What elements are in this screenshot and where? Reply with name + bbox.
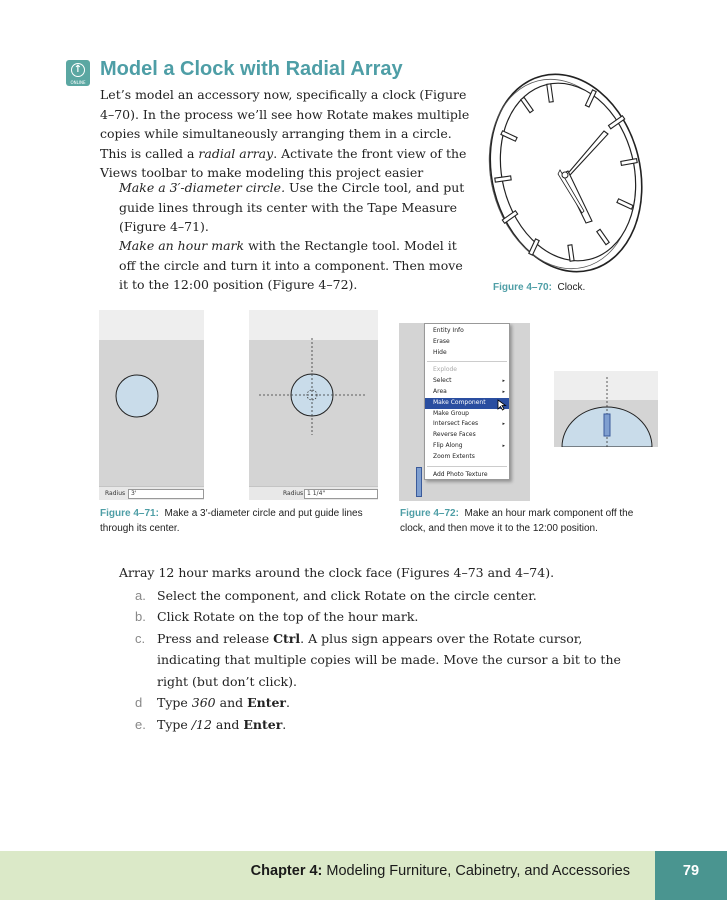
list-item	[119, 714, 649, 736]
menu-item-erase[interactable]: Erase	[433, 337, 450, 345]
intro-text-1: Let’s model an accessory now, specifically a clock (Figure 4–70). In the process we’ll see how Rotate makes multiple copies while simultaneously arranging them in a circle. This is called a	[100, 87, 470, 161]
chapter-title	[251, 851, 630, 892]
hour-mark-component	[604, 414, 610, 436]
list-text: Type	[157, 695, 192, 710]
list-text: .	[282, 716, 287, 732]
chapter-number: Chapter 4:	[250, 863, 323, 879]
drawn-circle	[116, 375, 158, 417]
radius-value-field[interactable]: 1 1/4"	[304, 489, 378, 499]
list-text: and	[215, 695, 248, 710]
figure-4-72-hour-mark-screenshot	[554, 371, 658, 447]
menu-item-label: Flip Along	[433, 441, 463, 449]
array-instructions	[119, 562, 649, 735]
menu-item-label: Area	[433, 387, 447, 395]
list-letter: c.	[135, 630, 146, 646]
menu-item-intersect-faces[interactable]	[425, 419, 509, 430]
list-text: Select the component, and click Rotate on the circle center.	[157, 587, 537, 603]
menu-item-entity-info[interactable]: Entity Info	[433, 327, 464, 334]
menu-item-zoom-extents[interactable]: Zoom Extents	[433, 452, 475, 460]
menu-separator	[427, 466, 507, 467]
key-name: Enter	[243, 716, 283, 732]
intro-paragraph	[100, 85, 475, 183]
menu-item-label: Select	[433, 377, 452, 385]
list-letter: b.	[135, 609, 146, 624]
list-letter: d	[135, 695, 143, 710]
clock-figure	[488, 58, 648, 278]
radius-label: Radius	[283, 490, 304, 497]
arrow-up-icon: ↑	[73, 64, 83, 75]
typed-value: /12	[191, 716, 212, 732]
submenu-arrow-icon: ▸	[502, 388, 505, 395]
figure-label: Figure 4–70:	[493, 282, 552, 293]
page-number: 79	[655, 851, 727, 900]
chapter-name: Modeling Furniture, Cabinetry, and Accessories	[322, 863, 630, 879]
figure-4-70-caption	[493, 280, 585, 295]
list-text: Type	[157, 716, 192, 732]
circle-drawing	[99, 310, 204, 486]
list-letter: a.	[135, 587, 146, 603]
typed-value: 360	[191, 695, 216, 710]
caption-text: Make a 3′-diameter circle and put guide lines through its center.	[100, 508, 363, 534]
step-lead: Make a 3′-diameter circle.	[119, 180, 286, 195]
menu-separator	[427, 361, 507, 362]
list-text: Press and release	[157, 630, 274, 646]
list-item	[119, 585, 649, 607]
step-circle	[119, 178, 469, 237]
list-text: and	[211, 716, 244, 732]
figure-4-71-caption	[100, 506, 375, 536]
measurements-bar	[249, 486, 378, 500]
online-badge	[66, 60, 90, 86]
figure-4-72-caption	[400, 506, 650, 536]
figure-4-72-menu-screenshot	[399, 323, 530, 501]
figure-4-71-circle-screenshot	[99, 310, 204, 500]
figure-label: Figure 4–71:	[100, 508, 159, 519]
menu-item-area[interactable]	[425, 387, 509, 398]
menu-item-explode: Explode	[433, 366, 457, 374]
intro-text-2: . Activate the front view of the Views toolbar to make modeling this project easier	[100, 145, 467, 180]
step-text: Use the Circle tool, and put guide lines through its center with the Tape Measure (Figure 4–71).	[119, 180, 465, 234]
menu-item-make-component[interactable]: Make Component	[425, 398, 509, 409]
menu-item-make-group[interactable]: Make Group	[433, 409, 469, 417]
list-item	[119, 628, 649, 693]
list-item	[119, 692, 649, 714]
submenu-arrow-icon: ▸	[502, 378, 505, 385]
list-letter: e.	[135, 716, 146, 732]
hour-mark-drawing	[554, 371, 658, 447]
menu-item-reverse-faces[interactable]: Reverse Faces	[433, 431, 476, 439]
array-intro: Array 12 hour marks around the clock face (Figures 4–73 and 4–74).	[119, 565, 555, 580]
submenu-arrow-icon: ▸	[502, 421, 505, 428]
step-hour-mark	[119, 236, 469, 295]
intro-term: radial array	[198, 145, 274, 161]
list-text: . A plus sign appears over the Rotate cursor, indicating that multiple copies will be made. Move the cursor a bit to the right (but don’t click).	[157, 630, 621, 689]
caption-text: Make an hour mark component off the clock, and then move it to the 12:00 position.	[400, 508, 634, 534]
radius-value-field[interactable]: 3'	[128, 489, 204, 499]
hour-mark-selected	[416, 467, 422, 497]
figure-label: Figure 4–72:	[400, 508, 459, 519]
list-text: Click Rotate on the top of the hour mark.	[157, 609, 419, 624]
mouse-cursor-icon	[497, 399, 507, 411]
step-lead: Make an hour mark	[119, 238, 245, 253]
caption-text: Clock.	[557, 282, 586, 293]
radius-label: Radius	[105, 490, 126, 497]
page-footer	[0, 851, 727, 900]
menu-item-label: Intersect Faces	[433, 420, 479, 428]
key-name: Ctrl	[273, 630, 301, 646]
submenu-arrow-icon: ▸	[502, 442, 505, 449]
measurements-bar	[99, 486, 204, 500]
badge-label: ONLINE	[70, 80, 86, 85]
menu-item-flip-along[interactable]	[425, 441, 509, 452]
key-name: Enter	[247, 695, 287, 710]
list-text: .	[286, 695, 291, 710]
menu-item-add-photo-texture[interactable]: Add Photo Texture	[433, 470, 488, 478]
guides-drawing	[249, 310, 378, 486]
list-item	[119, 606, 649, 628]
menu-item-select[interactable]	[425, 376, 509, 387]
clock-center	[562, 172, 568, 178]
menu-item-hide[interactable]: Hide	[433, 348, 447, 356]
figure-4-71-guides-screenshot	[249, 310, 378, 500]
step-text: with the Rectangle tool. Model it off the circle and turn it into a component. Then move it to the 12:00 position (Figure 4–72).	[119, 238, 463, 292]
section-title: Model a Clock with Radial Array	[100, 58, 403, 80]
